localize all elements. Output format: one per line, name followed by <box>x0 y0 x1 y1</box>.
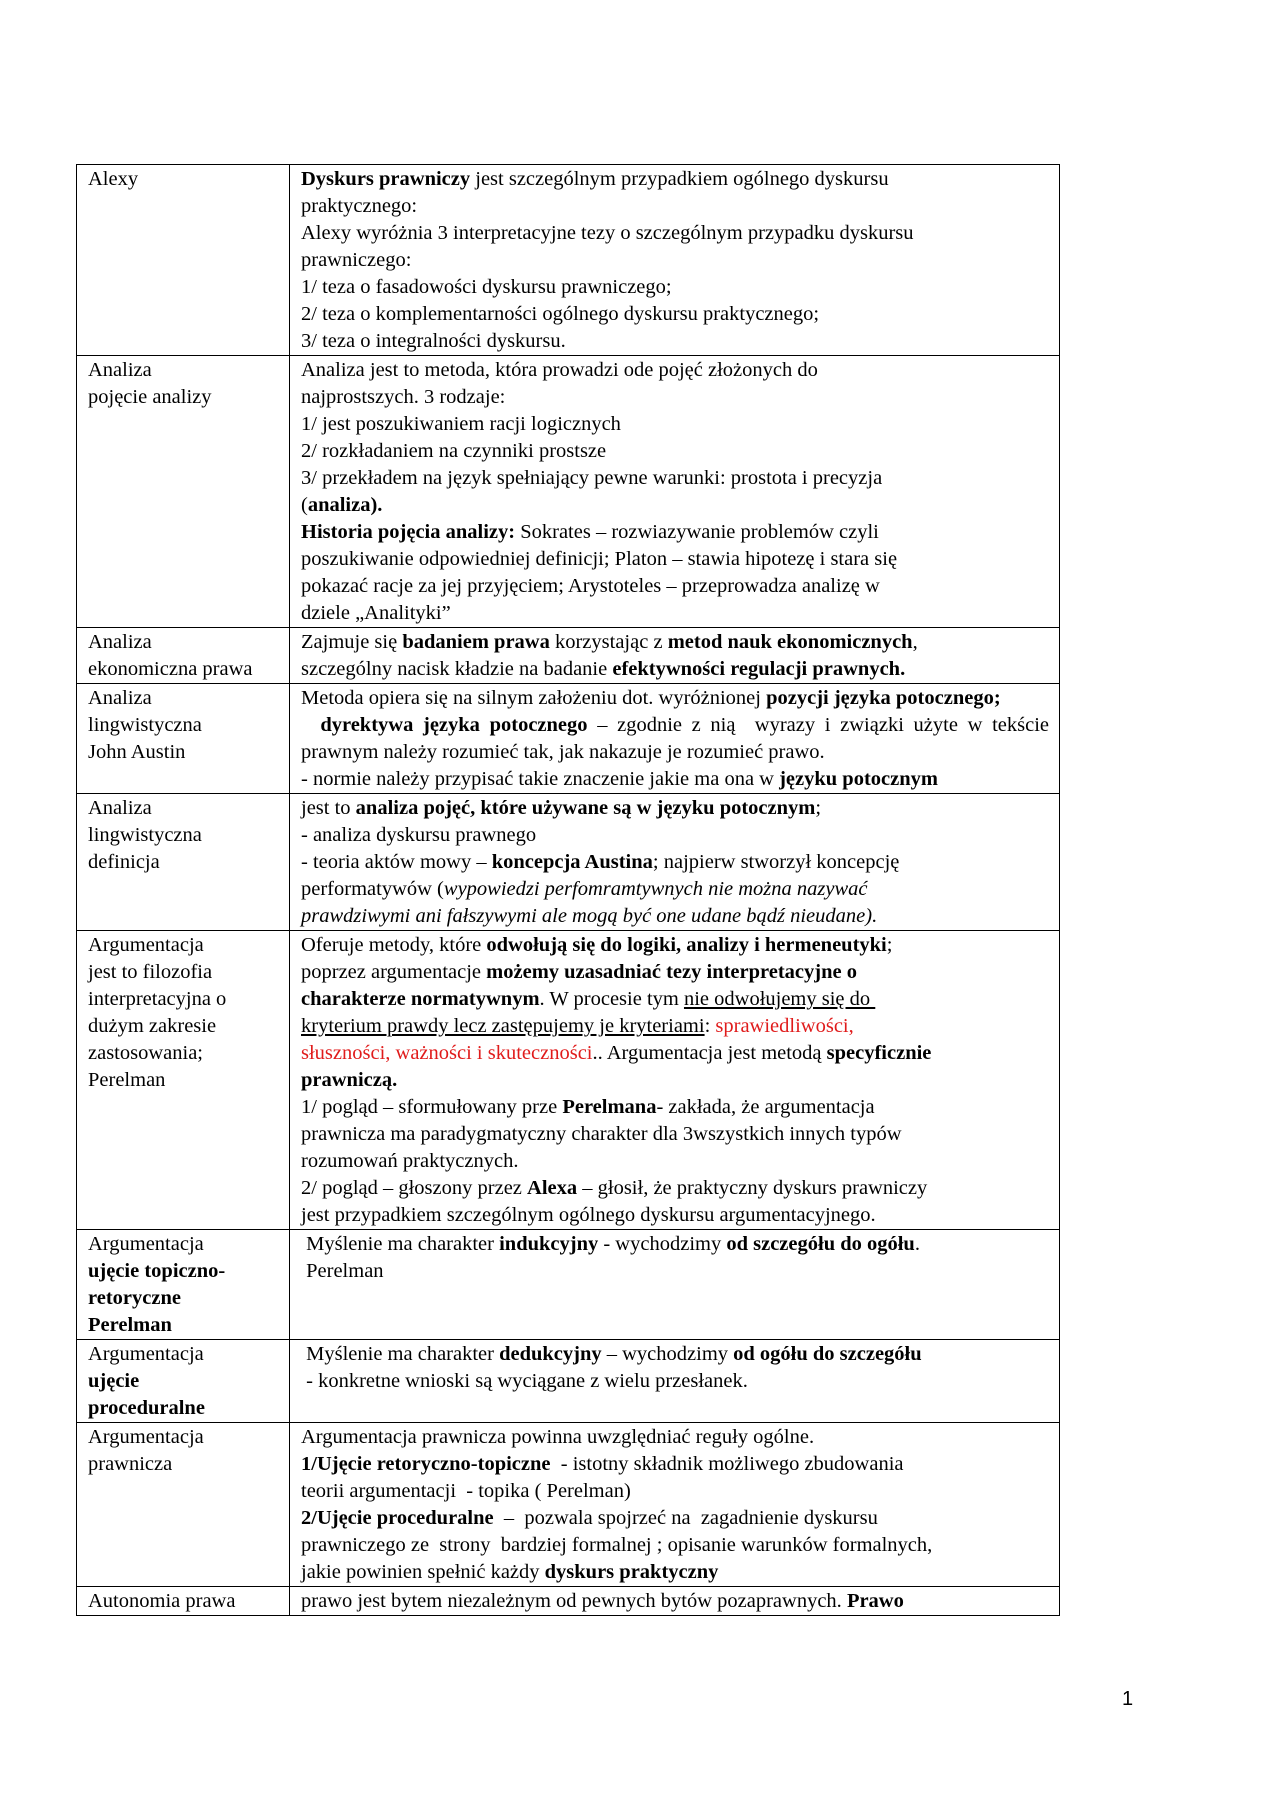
definition-text: Myślenie ma charakter <box>301 1233 500 1255</box>
term-line: lingwistyczna <box>88 824 202 846</box>
bold-text: prawniczą. <box>301 1069 398 1091</box>
definition-line <box>301 1368 1049 1395</box>
definition-line <box>301 492 1049 519</box>
table-row <box>77 794 1060 931</box>
definition-line <box>301 685 1049 712</box>
term-line: Argumentacja <box>88 1426 204 1448</box>
page-number: 1 <box>1122 1688 1134 1710</box>
term-cell <box>77 931 290 1230</box>
bold-text: Perelmana <box>562 1096 657 1118</box>
term-cell <box>77 794 290 931</box>
definition-text: performatywów ( <box>301 878 444 900</box>
definition-text: jest przypadkiem szczególnym ogólnego dyskursu argumentacyjnego. <box>301 1204 876 1226</box>
definition-line <box>301 519 1049 546</box>
definition-line <box>301 656 1049 683</box>
definition-text: Oferuje metody, które <box>301 934 487 956</box>
bold-text: dyrektywa języka potocznego <box>320 714 588 736</box>
definition-cell <box>290 794 1060 931</box>
bold-text: odwołują się do logiki, analizy i hermeneutyki <box>486 934 887 956</box>
definition-cell <box>290 1423 1060 1587</box>
bold-text: metod nauk ekonomicznych <box>667 631 913 653</box>
definition-text: Analiza jest to metoda, która prowadzi ode pojęć złożonych do <box>301 359 818 381</box>
term-cell <box>77 1587 290 1616</box>
definition-line <box>301 411 1049 438</box>
term-line: dużym zakresie <box>88 1015 217 1037</box>
definition-line <box>301 1341 1049 1368</box>
definition-line <box>301 822 1049 849</box>
definition-cell <box>290 165 1060 356</box>
definition-line <box>301 220 1049 247</box>
definition-text: ; <box>886 934 893 956</box>
definition-text: 2/ rozkładaniem na czynniki prostsze <box>301 440 607 462</box>
definition-line <box>301 1451 1049 1478</box>
bold-text: możemy uzasadniać tezy interpretacyjne o <box>486 961 857 983</box>
definition-text: - teoria aktów mowy – <box>301 851 492 873</box>
definition-line <box>301 1148 1049 1175</box>
definition-line <box>301 247 1049 274</box>
definition-text: prawniczego ze strony bardziej formalnej ; opisanie warunków formalnych, <box>301 1534 933 1556</box>
definition-text: – zgodnie z nią wyrazy i związki użyte w tekście prawnym należy rozumieć tak, jak nakazuje je rozumieć prawo. <box>301 714 1055 763</box>
term-cell <box>77 1230 290 1340</box>
definition-text: jakie powinien spełnić każdy <box>301 1561 545 1583</box>
bold-text: analiza pojęć, które używane są w języku potocznym <box>355 797 816 819</box>
definition-text: pokazać racje za jej przyjęciem; Arystoteles – przeprowadza analizę w <box>301 575 880 597</box>
definition-text: - zakłada, że argumentacja <box>656 1096 875 1118</box>
definition-line <box>301 1013 1049 1040</box>
definition-text: najprostszych. 3 rodzaje: <box>301 386 506 408</box>
definition-text: .. Argumentacja jest metodą <box>592 1042 827 1064</box>
definition-text: 1/ jest poszukiwaniem racji logicznych <box>301 413 621 435</box>
underlined-text: kryterium prawdy lecz zastępujemy je kryteriami <box>301 1015 705 1037</box>
bold-text: dedukcyjny <box>499 1343 602 1365</box>
definitions-table <box>76 164 1060 1616</box>
bold-text: Prawo <box>846 1590 904 1612</box>
term-line: Analiza <box>88 687 152 709</box>
definition-text: ; najpierw stworzył koncepcję <box>652 851 900 873</box>
term-line: jest to filozofia <box>88 961 213 983</box>
table-row <box>77 1587 1060 1616</box>
term-line: Argumentacja <box>88 1343 204 1365</box>
term-line: interpretacyjna o <box>88 988 227 1010</box>
term-line: Alexy <box>88 168 139 190</box>
definition-text: poszukiwanie odpowiedniej definicji; Platon – stawia hipotezę i stara się <box>301 548 898 570</box>
term-cell <box>77 165 290 356</box>
definition-text: prawnicza ma paradygmatyczny charakter dla 3wszystkich innych typów <box>301 1123 902 1145</box>
definition-line <box>301 1559 1049 1586</box>
definition-cell <box>290 684 1060 794</box>
definition-line <box>301 357 1049 384</box>
bold-text: indukcyjny <box>499 1233 599 1255</box>
term-line: Argumentacja <box>88 934 204 956</box>
definition-text: dziele „Analityki” <box>301 602 451 624</box>
bold-text: języku potocznym <box>779 768 938 790</box>
term-cell <box>77 684 290 794</box>
definition-line <box>301 876 1049 903</box>
definition-line <box>301 1202 1049 1229</box>
definition-line <box>301 546 1049 573</box>
definition-text: - istotny składnik możliwego zbudowania <box>550 1453 904 1475</box>
bold-text: koncepcja Austina <box>491 851 653 873</box>
definition-text: 3/ teza o integralności dyskursu. <box>301 330 566 352</box>
definition-text: . W procesie tym <box>539 988 684 1010</box>
definition-line <box>301 328 1049 355</box>
definition-line <box>301 1121 1049 1148</box>
bold-text: Historia pojęcia analizy: <box>301 521 516 543</box>
definition-cell <box>290 1230 1060 1340</box>
definition-text <box>301 714 320 736</box>
bold-text: od ogółu do szczegółu <box>733 1343 922 1365</box>
table-row <box>77 1340 1060 1423</box>
definition-text: poprzez argumentacje <box>301 961 487 983</box>
term-line: Analiza <box>88 631 152 653</box>
definition-line <box>301 1505 1049 1532</box>
definition-text: : <box>704 1015 716 1037</box>
term-bold-text: retoryczne <box>88 1287 181 1309</box>
definition-cell <box>290 356 1060 628</box>
term-line: Analiza <box>88 359 152 381</box>
bold-text: badaniem prawa <box>402 631 550 653</box>
term-bold-text: ujęcie <box>88 1370 140 1392</box>
definition-line <box>301 986 1049 1013</box>
term-line: prawnicza <box>88 1453 173 1475</box>
definition-text: Metoda opiera się na silnym założeniu dot. wyróżnionej <box>301 687 767 709</box>
definition-text: - wychodzimy <box>598 1233 727 1255</box>
bold-text: pozycji języka potocznego; <box>766 687 1001 709</box>
definition-line <box>301 1588 1049 1615</box>
definition-text: ; <box>815 797 822 819</box>
highlighted-red-text: sprawiedliwości, <box>715 1015 854 1037</box>
definition-text: Perelman <box>301 1260 384 1282</box>
definition-line <box>301 712 1055 766</box>
bold-text: 1/Ujęcie retoryczno-topiczne <box>301 1453 551 1475</box>
highlighted-red-text: słuszności, ważności i skuteczności <box>301 1042 593 1064</box>
definition-text: . <box>914 1233 920 1255</box>
bold-text: 2/Ujęcie proceduralne <box>301 1507 494 1529</box>
definition-text: – wychodzimy <box>601 1343 734 1365</box>
table-row <box>77 684 1060 794</box>
definition-text: rozumowań praktycznych. <box>301 1150 519 1172</box>
definition-cell <box>290 628 1060 684</box>
term-line: pojęcie analizy <box>88 386 212 408</box>
definition-line <box>301 1231 1049 1258</box>
definition-text: Myślenie ma charakter <box>301 1343 500 1365</box>
term-line <box>88 1368 279 1395</box>
definition-line <box>301 1040 1049 1067</box>
definition-line <box>301 1258 1049 1285</box>
definition-line <box>301 903 1049 930</box>
definition-line <box>301 438 1049 465</box>
definition-text: 1/ pogląd – sformułowany prze <box>301 1096 563 1118</box>
definition-text: prawniczego: <box>301 249 412 271</box>
definition-line <box>301 1175 1049 1202</box>
term-line: ekonomiczna prawa <box>88 658 253 680</box>
term-line: definicja <box>88 851 160 873</box>
term-bold-text: ujęcie topiczno- <box>88 1260 226 1282</box>
bold-text: analiza). <box>307 494 383 516</box>
definition-line <box>301 1067 1049 1094</box>
term-line: Autonomia prawa <box>88 1590 236 1612</box>
definition-line <box>301 384 1049 411</box>
term-line: Perelman <box>88 1069 166 1091</box>
table-row <box>77 1230 1060 1340</box>
term-line <box>88 1395 279 1422</box>
term-line <box>88 1312 279 1339</box>
definition-line <box>301 849 1049 876</box>
definition-text: jest to <box>301 797 356 819</box>
definition-line <box>301 959 1049 986</box>
definition-text: , <box>912 631 918 653</box>
definition-line <box>301 1094 1049 1121</box>
definition-line <box>301 193 1049 220</box>
term-cell <box>77 356 290 628</box>
definition-text: 2/ pogląd – głoszony przez <box>301 1177 528 1199</box>
definition-line <box>301 600 1049 627</box>
term-line: lingwistyczna <box>88 714 202 736</box>
table-row <box>77 628 1060 684</box>
term-cell <box>77 628 290 684</box>
definition-line <box>301 766 1049 793</box>
definition-text: – pozwala spojrzeć na zagadnienie dyskursu <box>493 1507 878 1529</box>
definition-text: Zajmuje się <box>301 631 403 653</box>
term-bold-text: Perelman <box>88 1314 172 1336</box>
underlined-text: nie odwołujemy się do <box>683 988 876 1010</box>
term-line: zastosowania; <box>88 1042 203 1064</box>
term-line <box>88 1285 279 1312</box>
bold-text: charakterze normatywnym <box>301 988 540 1010</box>
definition-line <box>301 166 1049 193</box>
definition-text: prawo jest bytem niezależnym od pewnych bytów pozaprawnych. <box>301 1590 847 1612</box>
definition-text: 3/ przekładem na język spełniający pewne warunki: prostota i precyzja <box>301 467 883 489</box>
table-row <box>77 165 1060 356</box>
definition-cell <box>290 931 1060 1230</box>
definition-text: jest szczególnym przypadkiem ogólnego dyskursu <box>470 168 889 190</box>
definition-text: Sokrates – rozwiazywanie problemów czyli <box>515 521 879 543</box>
term-bold-text: proceduralne <box>88 1397 205 1419</box>
definition-line <box>301 301 1049 328</box>
definition-line <box>301 1424 1049 1451</box>
definition-text: Alexy wyróżnia 3 interpretacyjne tezy o szczególnym przypadku dyskursu <box>301 222 914 244</box>
definition-line <box>301 795 1049 822</box>
italic-text: prawdziwymi ani fałszywymi ale mogą być one udane bądź nieudane). <box>301 905 878 927</box>
table-row <box>77 931 1060 1230</box>
definition-text: - analiza dyskursu prawnego <box>301 824 537 846</box>
definition-text: - konkretne wnioski są wyciągane z wielu przesłanek. <box>301 1370 748 1392</box>
bold-text: Alexa <box>527 1177 578 1199</box>
definition-cell <box>290 1340 1060 1423</box>
table-row <box>77 1423 1060 1587</box>
definition-line <box>301 932 1049 959</box>
table-row <box>77 356 1060 628</box>
definition-text: korzystając z <box>549 631 668 653</box>
definition-line <box>301 629 1049 656</box>
definition-line <box>301 274 1049 301</box>
definition-text: szczególny nacisk kładzie na badanie <box>301 658 613 680</box>
term-line: John Austin <box>88 741 186 763</box>
definition-text: 2/ teza o komplementarności ogólnego dyskursu praktycznego; <box>301 303 820 325</box>
definition-cell <box>290 1587 1060 1616</box>
definition-line <box>301 1532 1049 1559</box>
definition-text: praktycznego: <box>301 195 418 217</box>
definition-text: teorii argumentacji - topika ( Perelman) <box>301 1480 631 1502</box>
term-line: Analiza <box>88 797 152 819</box>
italic-text: wypowiedzi perfomramtywnych nie można nazywać <box>443 878 868 900</box>
definition-text: ( <box>301 494 308 516</box>
definition-line <box>301 1478 1049 1505</box>
term-line: Argumentacja <box>88 1233 204 1255</box>
definition-line <box>301 573 1049 600</box>
definition-text: Argumentacja prawnicza powinna uwzględniać reguły ogólne. <box>301 1426 815 1448</box>
bold-text: specyficznie <box>826 1042 932 1064</box>
definition-text: - normie należy przypisać takie znaczenie jakie ma ona w <box>301 768 780 790</box>
definitions-table-body <box>77 165 1060 1616</box>
term-cell <box>77 1340 290 1423</box>
bold-text: Dyskurs prawniczy <box>301 168 471 190</box>
definition-text: – głosił, że praktyczny dyskurs prawniczy <box>577 1177 928 1199</box>
term-cell <box>77 1423 290 1587</box>
bold-text: od szczegółu do ogółu <box>726 1233 915 1255</box>
definition-line <box>301 465 1049 492</box>
bold-text: efektywności regulacji prawnych. <box>612 658 906 680</box>
term-line <box>88 1258 279 1285</box>
definition-text: 1/ teza o fasadowości dyskursu prawniczego; <box>301 276 672 298</box>
bold-text: dyskurs praktyczny <box>544 1561 719 1583</box>
